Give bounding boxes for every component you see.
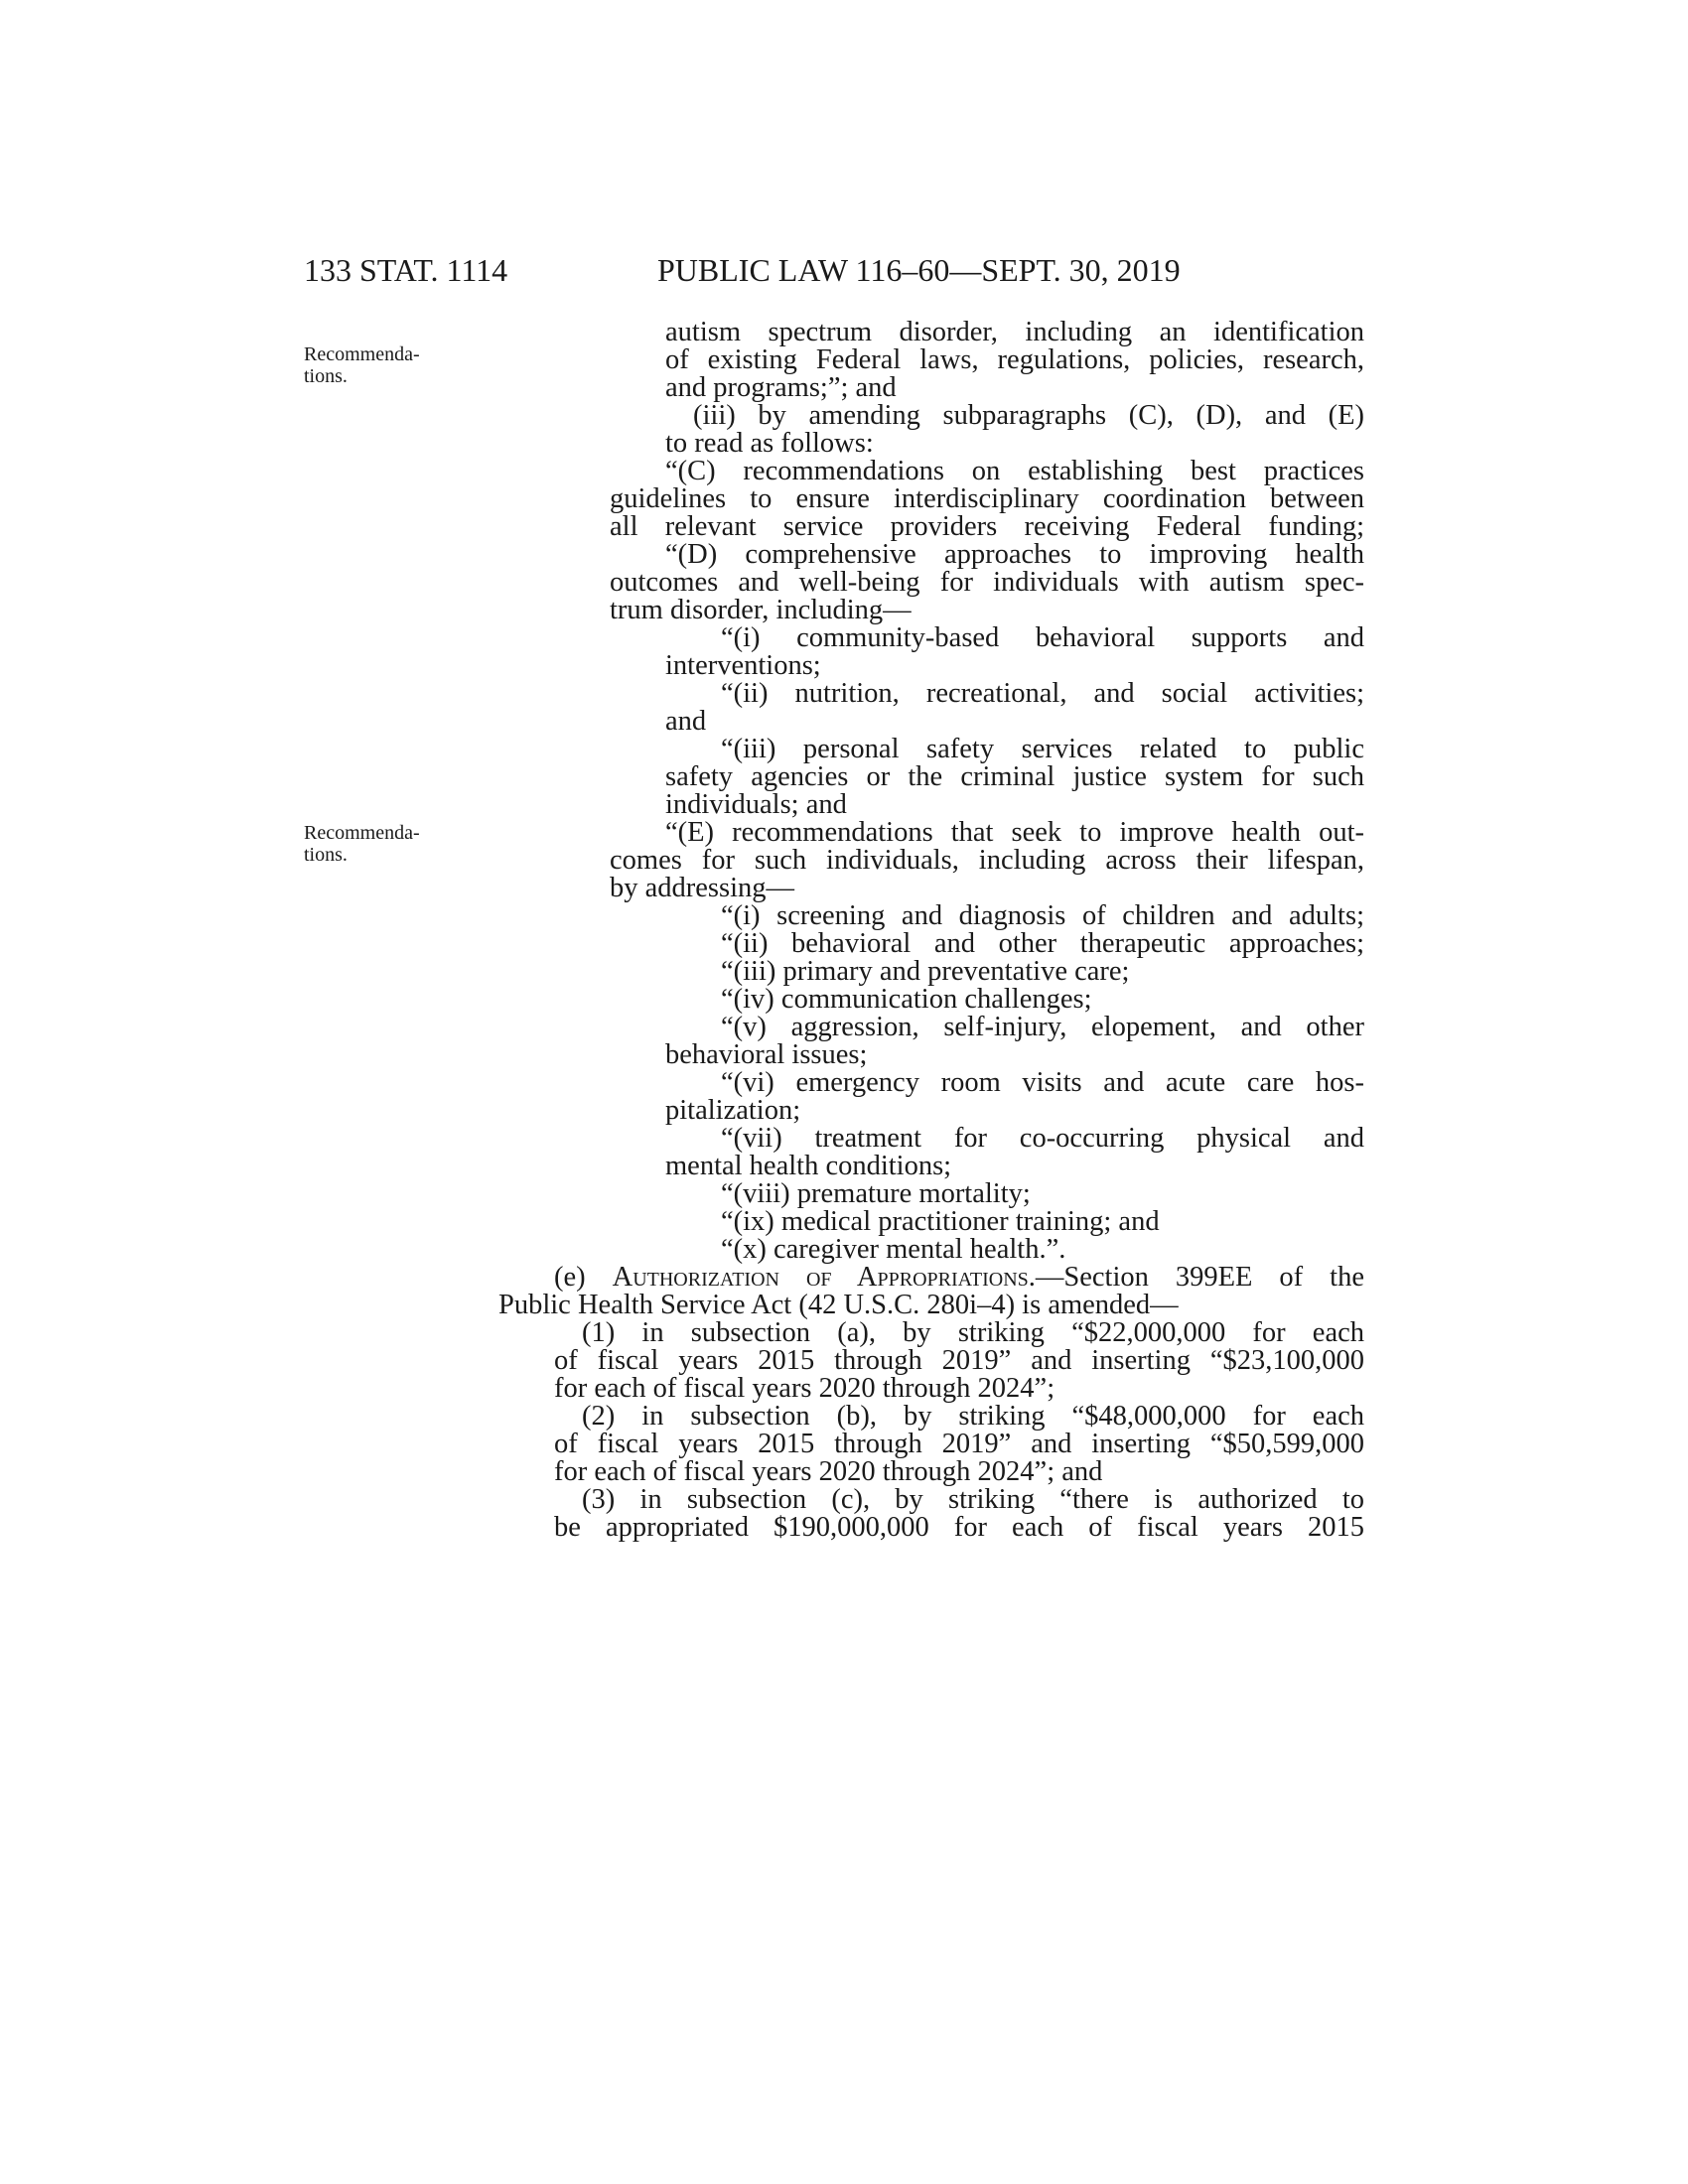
subsection-heading: Authorization of Appropriations. bbox=[612, 1264, 1036, 1292]
text-line: “(vii) treatment for co-occurring physical and bbox=[721, 1125, 1364, 1153]
text-line: pitalization; bbox=[665, 1095, 801, 1126]
text-line: “(E) recommendations that seek to improve health out- bbox=[665, 819, 1364, 847]
text-line: guidelines to ensure interdisciplinary coordination between bbox=[610, 485, 1364, 513]
margin-note-line: tions. bbox=[304, 844, 348, 866]
text-line: “(C) recommendations on establishing best practices bbox=[665, 458, 1364, 485]
text-line: “(i) community-based behavioral supports and bbox=[721, 624, 1364, 652]
text-line: to read as follows: bbox=[665, 428, 874, 459]
text-line: “(ix) medical practitioner training; and bbox=[721, 1206, 1160, 1237]
text-line: and bbox=[665, 706, 707, 737]
text-line: “(ii) nutrition, recreational, and social activities; bbox=[721, 680, 1364, 708]
text-line: be appropriated $190,000,000 for each of fiscal years 2015 bbox=[554, 1514, 1364, 1542]
text-line: interventions; bbox=[665, 650, 821, 681]
text-line: (2) in subsection (b), by striking “$48,000,000 for each bbox=[582, 1403, 1364, 1431]
text-line: “(iii) personal safety services related to public bbox=[721, 736, 1364, 763]
text-line: “(vi) emergency room visits and acute care hos- bbox=[721, 1069, 1364, 1097]
text-line: individuals; and bbox=[665, 789, 847, 820]
margin-note-recommendations bbox=[304, 343, 463, 387]
text-line: “(x) caregiver mental health.”. bbox=[721, 1234, 1066, 1265]
text-line: mental health conditions; bbox=[665, 1151, 952, 1181]
text-line: by addressing— bbox=[610, 873, 795, 903]
text-line: “(ii) behavioral and other therapeutic approaches; bbox=[721, 930, 1364, 958]
text-line: autism spectrum disorder, including an identification bbox=[665, 319, 1364, 346]
text-line: all relevant service providers receiving Federal funding; bbox=[610, 513, 1364, 541]
text-line: “(i) screening and diagnosis of children and adults; bbox=[721, 902, 1364, 930]
statute-page-number: 133 STAT. 1114 bbox=[304, 252, 508, 288]
subsection-label: (e) bbox=[554, 1264, 613, 1292]
text-line: “(iv) communication challenges; bbox=[721, 984, 1092, 1015]
text-line: of fiscal years 2015 through 2019” and inserting “$50,599,000 bbox=[554, 1431, 1364, 1458]
margin-note-recommendations bbox=[304, 822, 463, 866]
text-line: “(viii) premature mortality; bbox=[721, 1178, 1031, 1209]
text-line: (iii) by amending subparagraphs (C), (D), and (E) bbox=[693, 402, 1364, 430]
text-line: (1) in subsection (a), by striking “$22,000,000 for each bbox=[582, 1319, 1364, 1347]
text-line: (3) in subsection (c), by striking “there is authorized to bbox=[582, 1486, 1364, 1514]
margin-note-line: Recommenda- bbox=[304, 343, 420, 365]
text-line: for each of fiscal years 2020 through 2024”; bbox=[554, 1373, 1055, 1404]
text-line: trum disorder, including— bbox=[610, 595, 912, 625]
page-header bbox=[0, 250, 1688, 290]
subsection-text: —Section 399EE of the bbox=[1035, 1264, 1364, 1292]
subsection-e-heading-line bbox=[554, 1264, 1364, 1292]
margin-note-line: Recommenda- bbox=[304, 822, 420, 844]
text-line: of existing Federal laws, regulations, policies, research, bbox=[665, 346, 1364, 374]
text-line: safety agencies or the criminal justice system for such bbox=[665, 763, 1364, 791]
running-head: PUBLIC LAW 116–60—SEPT. 30, 2019 bbox=[657, 252, 1181, 288]
text-line: “(iii) primary and preventative care; bbox=[721, 956, 1130, 987]
text-line: “(D) comprehensive approaches to improving health bbox=[665, 541, 1364, 569]
text-line: and programs;”; and bbox=[665, 372, 897, 403]
margin-note-line: tions. bbox=[304, 365, 348, 387]
text-line: outcomes and well-being for individuals with autism spec- bbox=[610, 569, 1364, 597]
text-line: “(v) aggression, self-injury, elopement, and other bbox=[721, 1014, 1364, 1041]
text-line: behavioral issues; bbox=[665, 1039, 868, 1070]
text-line: of fiscal years 2015 through 2019” and inserting “$23,100,000 bbox=[554, 1347, 1364, 1375]
text-line: comes for such individuals, including across their lifespan, bbox=[610, 847, 1364, 875]
text-line: Public Health Service Act (42 U.S.C. 280i–4) is amended— bbox=[498, 1290, 1179, 1320]
text-line: for each of fiscal years 2020 through 2024”; and bbox=[554, 1456, 1103, 1487]
